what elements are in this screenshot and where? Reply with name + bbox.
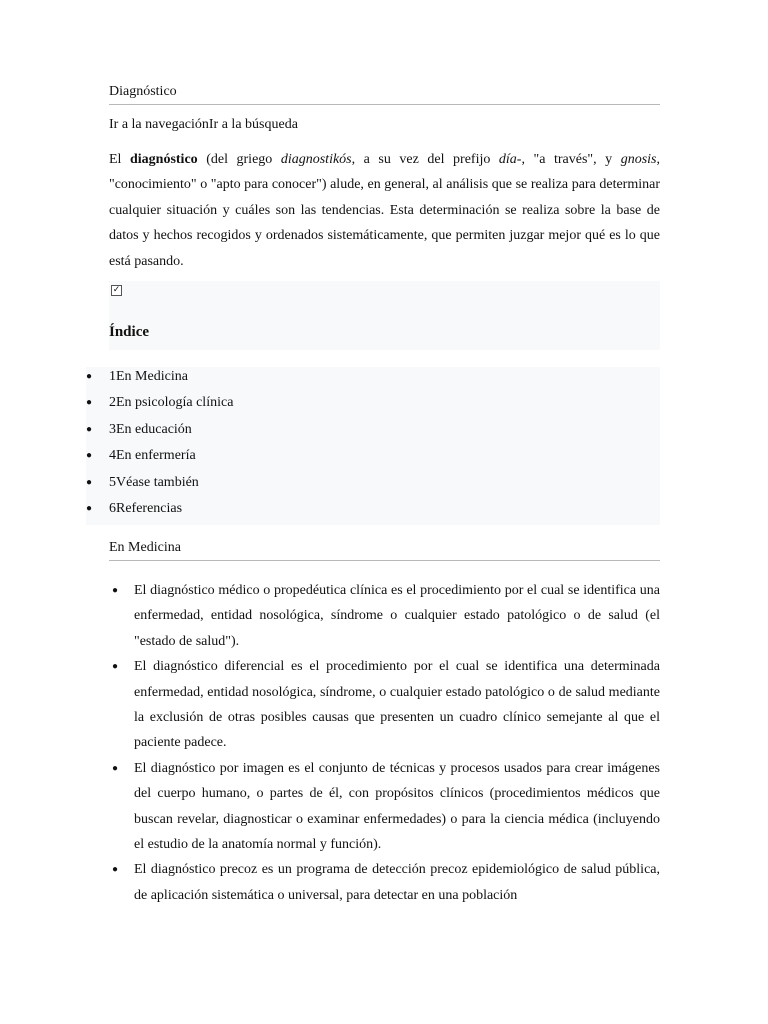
toc-list [86,367,660,525]
bullet-icon: ● [86,371,93,382]
list-item-text: El diagnóstico por imagen es el conjunto de técnicas y procesos usados para crear imágenes del cuerpo humano, o partes de él, con propósitos clínicos (procedimientos médicos que buscan revelar, diagnosticar o examinar enfermedades) o para la ciencia médica (incluyendo el estudio de la anatomía normal y función). [134,760,660,853]
bullet-icon: ● [86,477,93,488]
list-item [109,756,660,858]
toc-item-label[interactable]: 3En educación [109,422,192,437]
toc-item-label[interactable]: 1En Medicina [109,369,188,384]
toc-item-label[interactable]: 4En enfermería [109,448,196,463]
bullet-icon: ● [112,864,119,876]
list-item-text: El diagnóstico precoz es un programa de detección precoz epidemiológico de salud pública, de aplicación sistemática o universal, para detectar en una población [134,862,660,903]
toc-toggle-checkbox[interactable]: ✓ [112,285,121,295]
intro-text: , a su vez del prefijo [351,152,499,167]
intro-text: , "conocimiento" o "apto para conocer") alude, en general, al análisis que se realiza para determinar cualquier situación y cuáles son las tendencias. Esta determinación se realiza sobre la base de datos y hechos recogidos y ordenados sistemáticamente, que permiten juzgar mejor qué es lo que está pasando. [109,152,660,269]
medicina-list [109,578,660,908]
intro-text: , "a través", y [521,152,621,167]
list-item-text: El diagnóstico médico o propedéutica clínica es el procedimiento por el cual se identifica una enfermedad, entidad nosológica, síndrome o cualquier estado patológico o de salud (el "estado de salud"). [134,583,660,649]
intro-paragraph [109,147,660,274]
intro-italic-term: diagnostikós [280,152,352,167]
jump-links-text[interactable]: Ir a la navegaciónIr a la búsqueda [109,117,298,132]
intro-italic-term: gnosis [620,152,657,167]
list-item [109,857,660,908]
jump-links[interactable] [109,117,660,133]
list-item [109,578,660,654]
list-item-text: El diagnóstico diferencial es el procedimiento por el cual se identifica una determinada enfermedad, entidad nosológica, síndrome, o cualquier estado patológico o de salud mediante la exclusión de otras posibles causas que presenten un cuadro clínico semejante al que el paciente padece. [134,659,660,751]
bullet-icon: ● [112,762,119,774]
intro-text: El [109,152,130,167]
intro-text: (del griego [197,152,281,167]
bullet-icon: ● [86,424,93,435]
section-heading-text: En Medicina [109,540,181,555]
list-item [109,654,660,756]
bullet-icon: ● [86,503,93,514]
toc-item-label[interactable]: 6Referencias [109,501,183,516]
toc-title: Índice [109,324,150,340]
toc-item-label[interactable]: 2En psicología clínica [109,395,234,410]
bullet-icon: ● [112,585,119,596]
intro-bold-term: diagnóstico [129,152,198,167]
page-title [109,84,660,105]
intro-italic-term: día- [498,152,522,167]
toc-header-box [109,281,660,350]
bullet-icon: ● [86,450,93,461]
bullet-icon: ● [86,397,93,408]
toc-item-label[interactable]: 5Véase también [109,475,199,490]
bullet-icon: ● [112,661,119,673]
page-title-text: Diagnóstico [109,84,177,99]
section-heading-medicina [109,540,660,561]
